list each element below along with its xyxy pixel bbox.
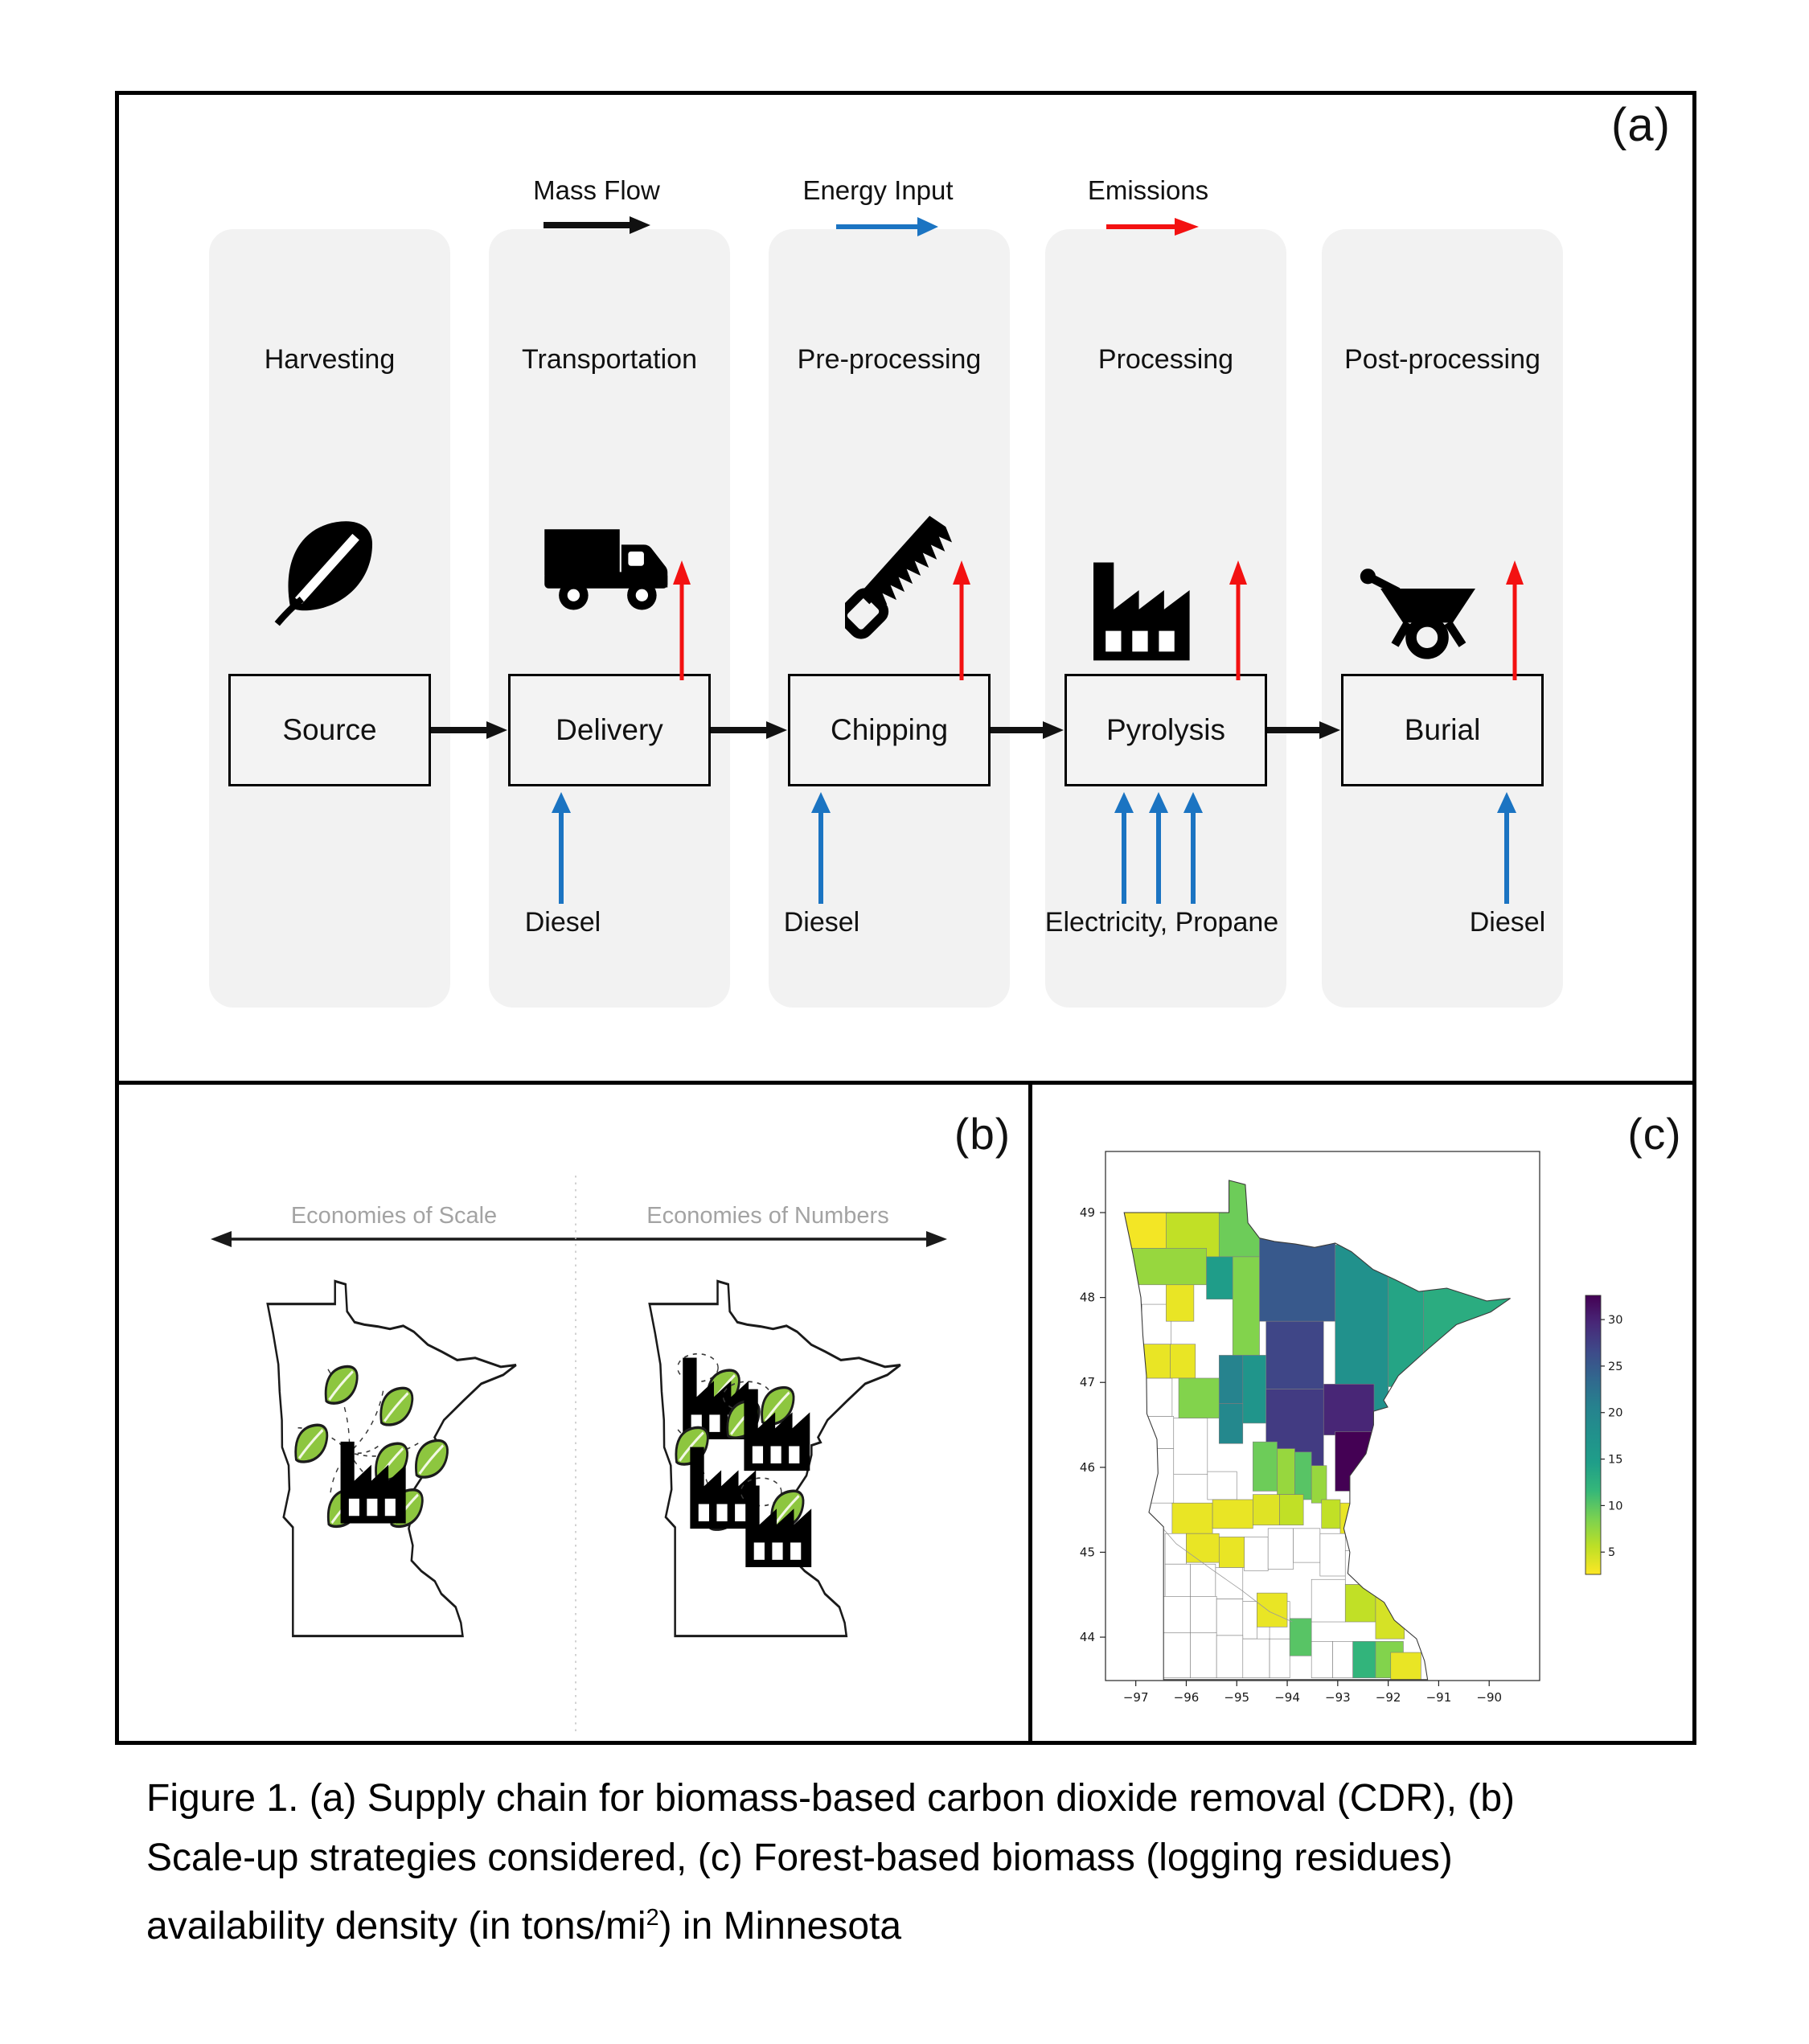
county-cell — [1311, 1641, 1332, 1677]
y-tick-label: 44 — [1079, 1630, 1095, 1645]
stage-name-transportation: Transportation — [522, 344, 697, 375]
saw-icon — [845, 515, 978, 647]
county-cell — [1233, 1257, 1259, 1355]
stage-name-processing: Processing — [1097, 344, 1234, 375]
county-cell — [1290, 1619, 1311, 1656]
stage-name-post-processing: Post-processing — [1344, 344, 1540, 375]
caption-line-1: Figure 1. (a) Supply chain for biomass-based carbon dioxide removal (CDR), (b) — [146, 1777, 1516, 1820]
input-label-chipping: Diesel — [783, 907, 860, 938]
x-tick-label: −93 — [1325, 1690, 1351, 1705]
county-cell — [1323, 1384, 1374, 1434]
county-cell — [1353, 1641, 1376, 1677]
county-cell — [1163, 1596, 1190, 1632]
legend-mass-flow-label: Mass Flow — [533, 175, 660, 205]
stage-name-pre-processing: Pre-processing — [797, 344, 982, 375]
legend-emissions-label: Emissions — [1087, 175, 1209, 205]
county-cell — [1207, 1257, 1233, 1299]
county-cell — [1243, 1355, 1266, 1422]
flow-box-chipping — [788, 674, 991, 786]
county-cell — [1268, 1529, 1293, 1570]
wheelbarrow-icon — [1352, 563, 1489, 659]
flow-box-pyrolysis — [1064, 674, 1267, 786]
flow-box-burial-label: Burial — [1404, 713, 1481, 746]
county-cell — [1190, 1596, 1216, 1632]
x-tick-label: −90 — [1476, 1690, 1503, 1705]
county-cell — [1170, 1344, 1195, 1378]
county-cell — [1163, 1633, 1190, 1678]
county-cell — [1280, 1495, 1304, 1525]
county-cell — [1260, 1238, 1335, 1321]
county-cell — [1391, 1652, 1421, 1680]
county-cell — [1212, 1500, 1253, 1529]
factory-icon — [1081, 553, 1198, 664]
x-tick-label: −92 — [1375, 1690, 1401, 1705]
colorbar-tick-label: 25 — [1608, 1360, 1623, 1373]
panel-divider-vertical — [1028, 1081, 1032, 1745]
economies-axis-arrowhead-right — [926, 1231, 947, 1247]
county-cell — [1219, 1537, 1244, 1567]
flow-box-source — [228, 674, 431, 786]
colorbar-tick-label: 15 — [1608, 1453, 1623, 1467]
county-cell — [1333, 1641, 1353, 1677]
flow-box-delivery — [508, 674, 711, 786]
county-cell — [1257, 1593, 1287, 1627]
input-label-burial: Diesel — [1469, 907, 1546, 938]
county-cell — [1243, 1602, 1257, 1639]
caption-line-2: Scale-up strategies considered, (c) Forest-based biomass (logging residues) — [146, 1837, 1453, 1879]
county-cell — [1174, 1418, 1208, 1475]
economies-of-numbers-title: Economies of Numbers — [646, 1203, 889, 1229]
colorbar-tick-label: 5 — [1608, 1546, 1616, 1560]
county-cell — [1245, 1537, 1269, 1570]
economies-of-scale-title: Economies of Scale — [290, 1203, 498, 1229]
county-cell — [1322, 1500, 1340, 1529]
flow-box-delivery-label: Delivery — [556, 713, 663, 746]
county-cell — [1128, 1248, 1206, 1284]
panel-divider-horizontal — [115, 1081, 1696, 1085]
input-label-delivery: Diesel — [524, 907, 601, 938]
flow-box-pyrolysis-label: Pyrolysis — [1106, 713, 1226, 746]
county-cell — [1320, 1533, 1345, 1576]
county-cell — [1216, 1567, 1243, 1599]
county-cell — [1219, 1355, 1243, 1403]
economies-of-scale-map — [265, 1277, 519, 1640]
flow-box-chipping-label: Chipping — [830, 713, 949, 746]
flow-box-source-label: Source — [282, 713, 377, 746]
colorbar — [1585, 1295, 1601, 1574]
county-cell — [1294, 1529, 1320, 1562]
y-tick-label: 49 — [1079, 1205, 1095, 1221]
x-tick-label: −94 — [1274, 1690, 1300, 1705]
county-cell — [1166, 1285, 1194, 1321]
county-cell — [1219, 1404, 1243, 1444]
county-cell — [1294, 1452, 1311, 1500]
county-cell — [1208, 1471, 1237, 1500]
stage-name-harvesting: Harvesting — [264, 344, 396, 375]
x-tick-label: −97 — [1122, 1690, 1149, 1705]
county-cell — [1190, 1633, 1216, 1678]
x-tick-label: −91 — [1425, 1690, 1452, 1705]
county-cell — [1311, 1466, 1327, 1503]
colorbar-tick-label: 30 — [1608, 1314, 1623, 1328]
panel-a-label: (a) — [1611, 99, 1671, 151]
county-cell — [1277, 1449, 1294, 1495]
county-cell — [1253, 1442, 1277, 1491]
truck-icon — [541, 519, 678, 615]
biomass-density-choropleth — [1037, 1126, 1688, 1737]
county-cell — [1179, 1378, 1219, 1418]
figure-caption — [146, 1769, 1722, 1956]
colorbar-tick-label: 20 — [1608, 1406, 1623, 1420]
panel-c-label: (c) — [1627, 1109, 1682, 1159]
county-cell — [1172, 1503, 1212, 1533]
county-cell — [1186, 1533, 1219, 1562]
flow-box-burial — [1341, 674, 1544, 786]
leaf-icon — [269, 511, 390, 635]
county-cell — [1165, 1564, 1190, 1596]
x-tick-label: −95 — [1224, 1690, 1250, 1705]
economies-axis-arrowhead-left — [211, 1231, 232, 1247]
x-tick-label: −96 — [1173, 1690, 1200, 1705]
economies-of-numbers-map — [647, 1277, 903, 1640]
y-tick-label: 47 — [1079, 1375, 1095, 1390]
county-cell — [1243, 1639, 1270, 1678]
y-tick-label: 45 — [1079, 1545, 1095, 1560]
county-cell — [1266, 1321, 1324, 1389]
county-cell — [1311, 1579, 1345, 1622]
county-cell — [1216, 1636, 1243, 1678]
colorbar-tick-label: 10 — [1608, 1500, 1623, 1513]
county-cell — [1270, 1639, 1290, 1678]
caption-line-3: availability density (in tons/$mi^2$) in Minnesota — [146, 1905, 902, 1948]
y-tick-label: 46 — [1079, 1459, 1095, 1475]
county-cell — [1216, 1599, 1243, 1636]
y-tick-label: 48 — [1079, 1290, 1095, 1305]
legend-energy-input-label: Energy Input — [802, 175, 954, 205]
county-cell — [1190, 1564, 1215, 1596]
county-cell — [1253, 1495, 1279, 1525]
panel-b-label: (b) — [954, 1109, 1011, 1159]
input-label-pyrolysis: Electricity, Propane — [1044, 907, 1279, 938]
